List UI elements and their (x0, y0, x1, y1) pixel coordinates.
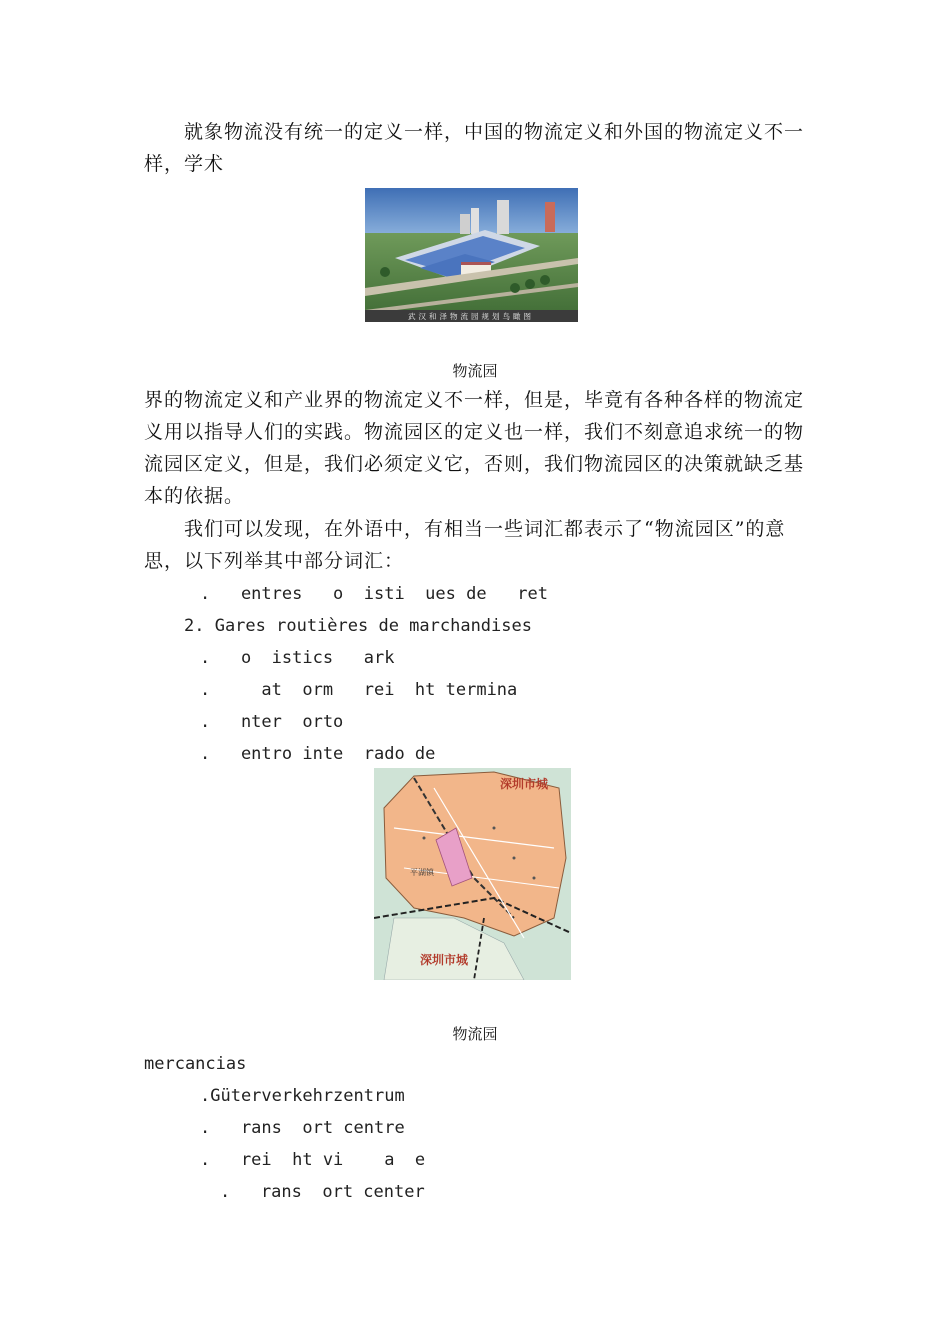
term-item-3: . o istics ark (200, 648, 395, 668)
paragraph-terms-intro: 我们可以发现，在外语中，有相当一些词汇都表示了“物流园区”的意思，以下列举其中部分词汇： (144, 518, 786, 572)
term-item-6: . entro inte rado de (200, 744, 436, 764)
map-town-label: 平湖镇 (410, 868, 434, 877)
figure-caption-2: 物流园 (452, 1025, 498, 1043)
term-item-5: . nter orto (200, 712, 344, 732)
term-item-10: . rans ort center (220, 1182, 425, 1202)
map-logo-top: 深圳市城 (499, 777, 549, 791)
aerial-banner-text: 武汉和泽物流园规划鸟瞰图 (408, 312, 534, 321)
term-item-2: 2. Gares routières de marchandises (184, 616, 532, 636)
term-item-7: .Güterverkehrzentrum (200, 1086, 405, 1106)
logistics-park-aerial-image (365, 188, 578, 322)
term-item-9: . rei ht vi a e (200, 1150, 426, 1170)
figure-caption-1: 物流园 (452, 362, 498, 380)
map-logo-bottom: 深圳市城 (419, 953, 469, 967)
term-item-1: . entres o isti ues de ret (200, 584, 548, 604)
district-map-image (374, 768, 571, 980)
term-item-4: . at orm rei ht termina (200, 680, 518, 700)
paragraph-definitions: 界的物流定义和产业界的物流定义不一样，但是，毕竟有各种各样的物流定义用以指导人们的实践。物流园区的定义也一样，我们不刻意追求统一的物流园区定义，但是，我们必须定义它，否则，我们物流园区的决策就缺乏基本的依据。 (144, 389, 805, 507)
term-item-8: . rans ort centre (200, 1118, 405, 1138)
term-continuation: mercancias (144, 1054, 247, 1074)
paragraph-intro: 就象物流没有统一的定义一样，中国的物流定义和外国的物流定义不一样，学术 (144, 121, 805, 175)
